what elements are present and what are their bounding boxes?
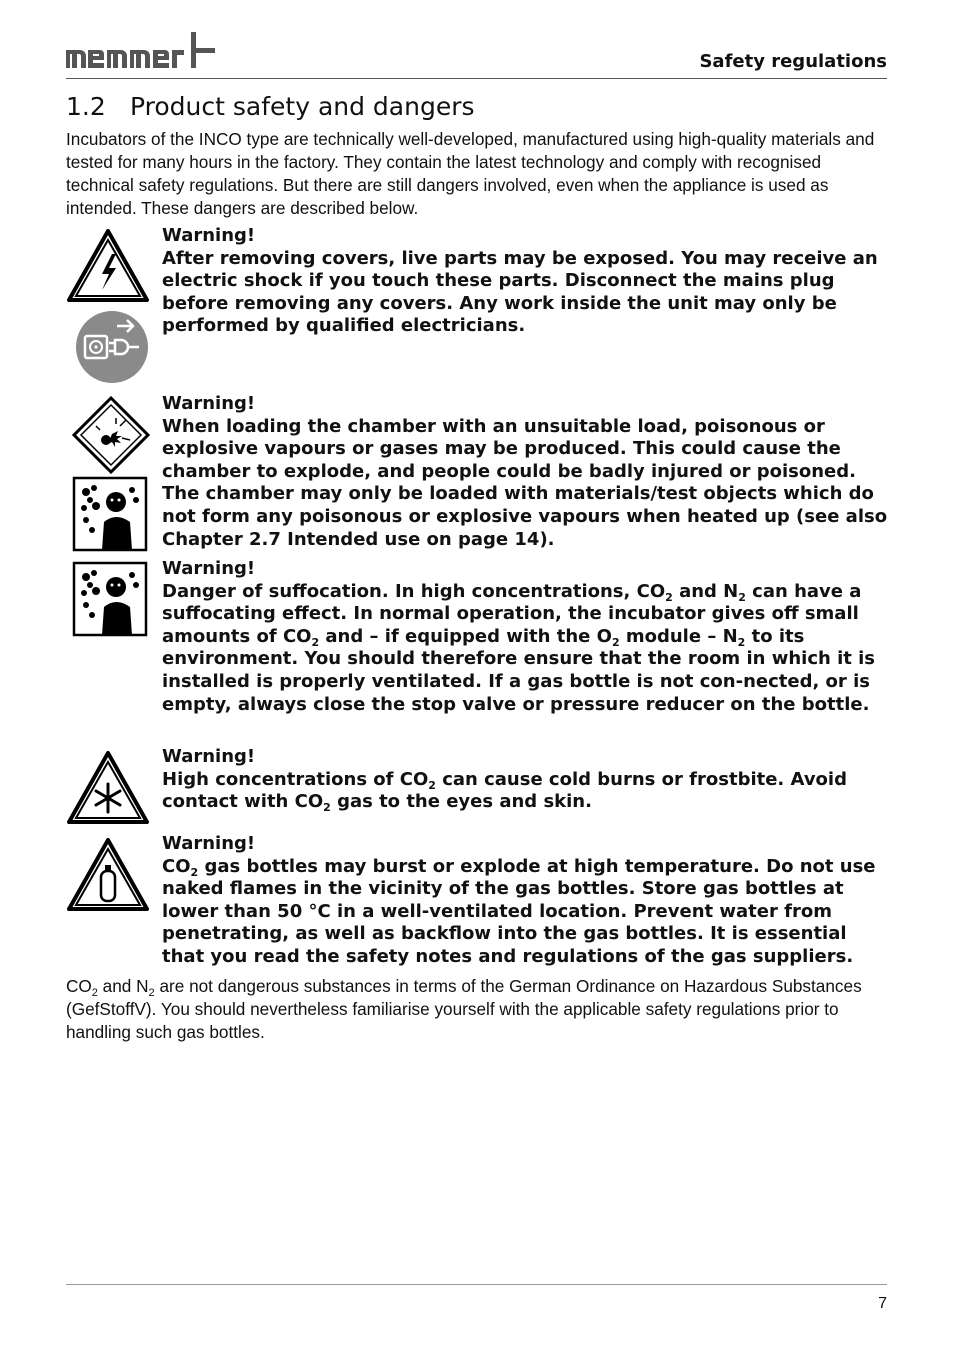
cold-hazard-icon bbox=[66, 750, 150, 826]
gas-bottle-warning-icon bbox=[66, 837, 150, 913]
warning-text: High concentrations of CO bbox=[162, 768, 429, 790]
warning-text: to its environment. You should therefore ensure that the room in which it is installed is properly ventilated. If a gas bottle is not con-nected, or is empty, always close the stop valve or pressure reducer on the bottle. bbox=[162, 625, 875, 715]
subscript: 2 bbox=[428, 778, 436, 792]
subscript: 2 bbox=[311, 635, 320, 649]
warning-text: can have a suffocating effect. In normal operation, the incubator gives off small amounts of CO bbox=[162, 580, 862, 647]
subscript: 2 bbox=[323, 801, 331, 815]
warning-cold-burns bbox=[162, 746, 894, 814]
subscript: 2 bbox=[611, 635, 620, 649]
warning-text: After removing covers, live parts may be exposed. You may receive an electric shock if you touch these parts. Disconnect the mains plug before removing any covers. Any work inside the unit may only be performed by qualified electricians. bbox=[162, 247, 878, 337]
warning-gas-bottles bbox=[162, 833, 894, 969]
warning-text: CO bbox=[162, 855, 191, 877]
closing-text: are not dangerous substances in terms of the German Ordinance on Hazardous Substances (GefStoffV). You should nevertheless familiarise yourself with the applicable safety regulations prior to handling such gas bottles. bbox=[66, 976, 862, 1042]
section-number: 1.2 bbox=[66, 92, 106, 121]
warning-text: and N bbox=[672, 580, 739, 602]
warning-title: Warning! bbox=[162, 746, 256, 767]
disconnect-mains-plug-icon bbox=[75, 310, 149, 384]
section-title: Product safety and dangers bbox=[130, 92, 475, 121]
subscript: 2 bbox=[665, 590, 673, 604]
header-section-title: Safety regulations bbox=[699, 51, 887, 72]
warning-text: gas bottles may burst or explode at high temperature. Do not use naked flames in the vicinity of the gas bottles. Store gas bottles at lower than 50 °C in a well-ventilated location. Prevent water from penetrating, as well as backflow into the gas bottles. It is essential that you read the safety notes and regulations of the gas suppliers. bbox=[162, 855, 876, 967]
header-divider bbox=[66, 78, 887, 79]
warning-title: Warning! bbox=[162, 393, 256, 414]
closing-text: CO bbox=[66, 976, 92, 996]
section-heading bbox=[66, 92, 475, 121]
subscript: 2 bbox=[190, 865, 199, 879]
page-number: 7 bbox=[878, 1295, 887, 1312]
warning-text: module – N bbox=[619, 625, 738, 647]
subscript: 2 bbox=[737, 635, 746, 649]
warning-explosive-vapours bbox=[162, 393, 894, 551]
toxic-vapour-icon bbox=[72, 476, 148, 552]
closing-text: and N bbox=[97, 976, 149, 996]
closing-paragraph bbox=[66, 975, 887, 1044]
subscript: 2 bbox=[91, 987, 98, 999]
warning-suffocation bbox=[162, 558, 894, 716]
warning-text: When loading the chamber with an unsuitable load, poisonous or explosive vapours or gases may be produced. This could cause the chamber to explode, and people could be badly injured or poisoned. The chamber may only be loaded with materials/test objects which do not form any poisonous or explosive vapours when heated up (see also Chapter 2.7 Intended use on page 14). bbox=[162, 415, 888, 550]
warning-text: can cause cold burns or frostbite. Avoid contact with CO bbox=[162, 768, 847, 813]
subscript: 2 bbox=[738, 590, 746, 604]
explosive-hazard-icon bbox=[72, 396, 150, 474]
warning-text: Danger of suffocation. In high concentrations, CO bbox=[162, 580, 666, 602]
intro-paragraph: Incubators of the INCO type are technically well-developed, manufactured using high-quality materials and tested for many hours in the factory. They contain the latest technology and comply with recognised technical safety regulations. But there are still dangers involved, even when the appliance is used as intended. These dangers are described below. bbox=[66, 129, 875, 218]
suffocation-hazard-icon bbox=[72, 561, 148, 637]
warning-title: Warning! bbox=[162, 225, 256, 246]
electric-shock-warning-icon bbox=[66, 228, 150, 304]
warning-electric-shock bbox=[162, 225, 894, 338]
memmert-logo bbox=[66, 30, 216, 72]
warning-title: Warning! bbox=[162, 833, 256, 854]
warning-text: gas to the eyes and skin. bbox=[330, 791, 592, 813]
subscript: 2 bbox=[148, 987, 155, 999]
warning-text: and – if equipped with the O bbox=[319, 625, 612, 647]
warning-title: Warning! bbox=[162, 558, 256, 579]
footer-divider bbox=[66, 1284, 887, 1285]
